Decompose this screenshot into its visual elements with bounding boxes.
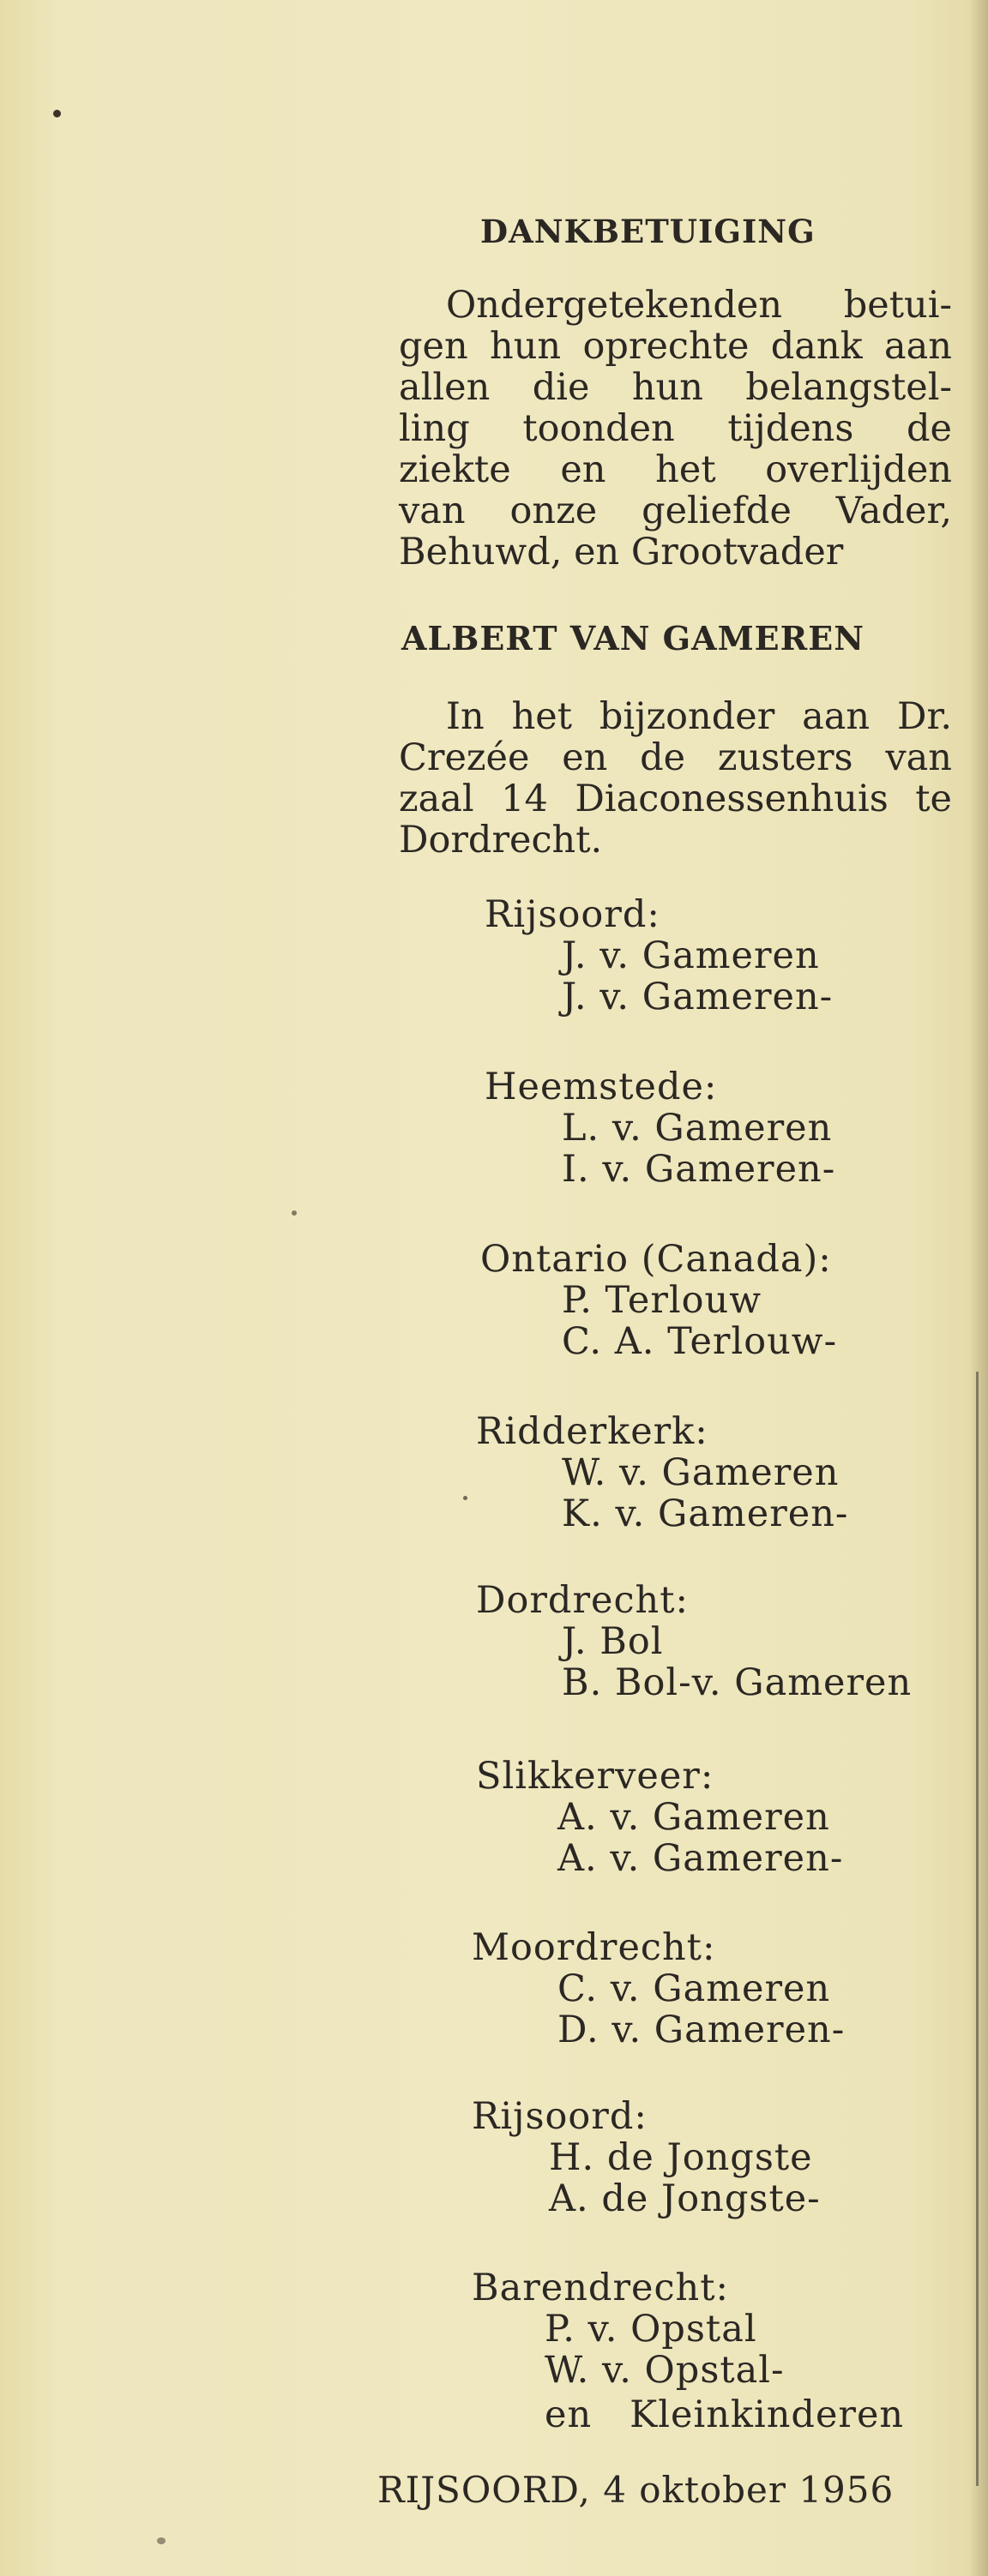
signer-place: Heemstede: (485, 1066, 718, 1108)
signer-name: A. de Jongste- (549, 2177, 821, 2220)
thanks-line: Dordrecht. (399, 819, 603, 862)
signer-place: Rijsoord: (485, 893, 660, 936)
signer-name: C. A. Terlouw- (562, 1320, 838, 1363)
signer-name: D. v. Gameren- (557, 2009, 846, 2051)
signer-name: W. v. Gameren (562, 1451, 840, 1494)
ink-speck (53, 110, 61, 117)
torn-edge-line (976, 1372, 979, 2486)
signer-name: C. v. Gameren (557, 1967, 831, 2010)
signer-name: A. v. Gameren (557, 1796, 830, 1839)
signer-name: J. v. Gameren (562, 934, 820, 977)
signer-name: B. Bol-v. Gameren (562, 1661, 913, 1704)
closing-place-date: RIJSOORD, 4 oktober 1956 (377, 2469, 895, 2511)
signer-place: Ontario (Canada): (480, 1238, 832, 1281)
intro-paragraph (399, 285, 952, 573)
deceased-name: ALBERT VAN GAMEREN (401, 619, 864, 658)
signer-name: P. Terlouw (562, 1279, 762, 1322)
intro-line: allen die hun belangstel- (399, 366, 952, 409)
signer-name: P. v. Opstal (545, 2308, 757, 2351)
signer-name: H. de Jongste (549, 2136, 813, 2179)
signer-name: I. v. Gameren- (562, 1148, 836, 1191)
intro-line: gen hun oprechte dank aan (399, 325, 952, 368)
signer-place: Rijsoord: (472, 2095, 648, 2138)
thanks-line: In het bijzonder aan Dr. (446, 695, 952, 738)
signer-name: L. v. Gameren (562, 1107, 833, 1150)
signer-place: Slikkerveer: (476, 1755, 714, 1798)
ink-speck (157, 2537, 166, 2544)
signer-place: Moordrecht: (472, 1926, 716, 1969)
signer-name: J. Bol (562, 1620, 664, 1663)
intro-line: ziekte en het overlijden (399, 448, 952, 491)
thanks-line: Crezée en de zusters van (399, 736, 952, 779)
ink-speck (292, 1210, 297, 1216)
signer-name: A. v. Gameren- (557, 1837, 844, 1880)
intro-line: ling toonden tijdens de (399, 407, 952, 450)
intro-line: Ondergetekenden betui- (446, 284, 952, 327)
intro-line: Behuwd, en Grootvader (399, 531, 844, 573)
signer-name: J. v. Gameren- (562, 976, 834, 1018)
signer-name: K. v. Gameren- (562, 1492, 849, 1535)
signer-place: Dordrecht: (476, 1579, 689, 1622)
signer-place: Ridderkerk: (476, 1410, 708, 1453)
notice-title: DANKBETUIGING (480, 213, 816, 250)
grandchildren-line: en Kleinkinderen (545, 2393, 905, 2436)
thanks-line: zaal 14 Diaconessenhuis te (399, 778, 952, 820)
ink-speck (463, 1496, 467, 1500)
signer-name: W. v. Opstal- (545, 2349, 785, 2392)
signer-place: Barendrecht: (472, 2267, 730, 2309)
paper-edge-shadow (969, 0, 988, 2576)
intro-line: van onze geliefde Vader, (399, 489, 952, 532)
thanks-paragraph (399, 696, 952, 861)
